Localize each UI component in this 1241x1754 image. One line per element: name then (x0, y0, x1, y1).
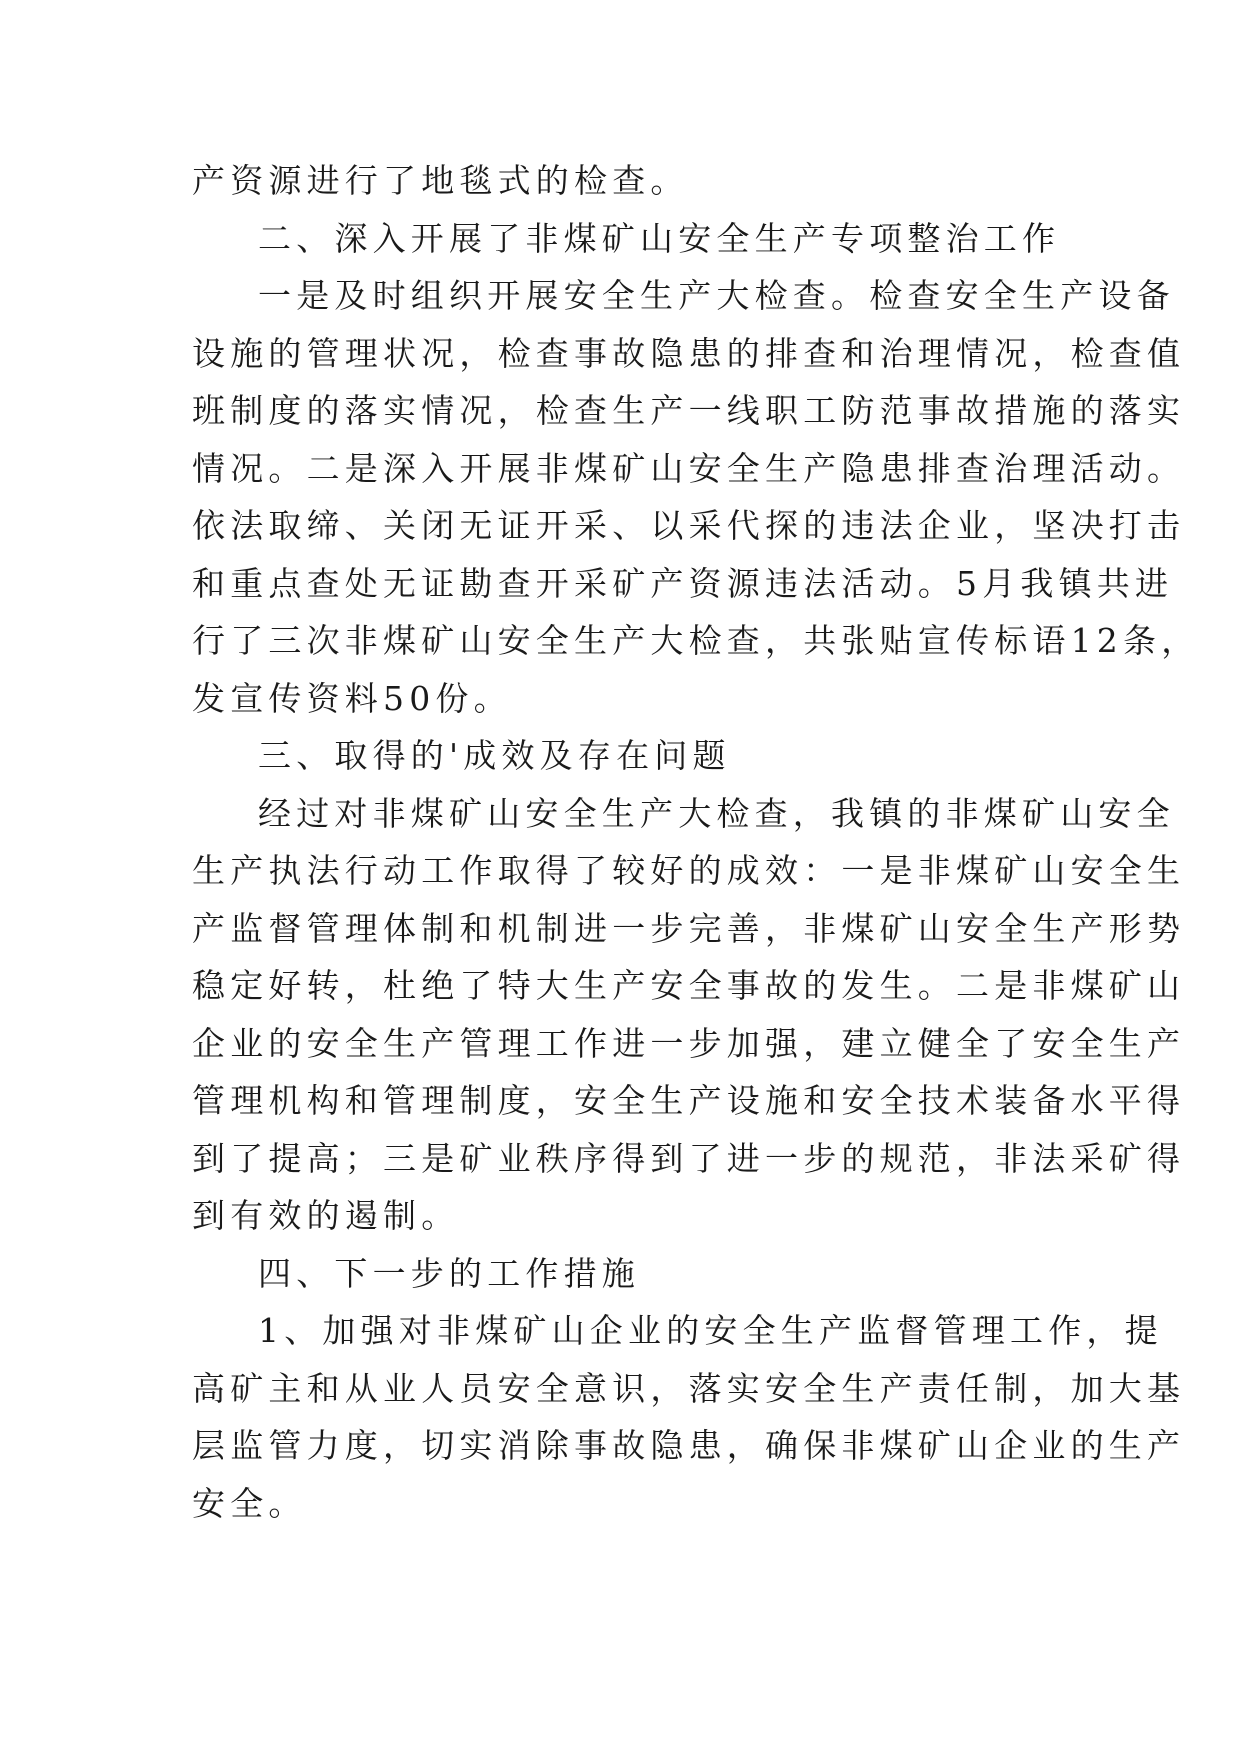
body-text-line: 企业的安全生产管理工作进一步加强，建立健全了安全生产 (192, 1023, 1186, 1063)
body-text-line: 稳定好转，杜绝了特大生产安全事故的发生。二是非煤矿山 (192, 966, 1186, 1005)
body-text-line: 发宣传资料50份。 (192, 678, 512, 718)
body-text-line: 管理机构和管理制度，安全生产设施和安全技术装备水平得 (192, 1081, 1186, 1120)
body-text-line: 高矿主和从业人员安全意识，落实安全生产责任制，加大基 (192, 1368, 1186, 1408)
section-heading-3: 三、取得的'成效及存在问题 (258, 736, 731, 775)
section-heading-4: 四、下一步的工作措施 (258, 1253, 640, 1293)
body-text-line: 到了提高；三是矿业秩序得到了进一步的规范，非法采矿得 (192, 1138, 1186, 1178)
body-text-line: 安全。 (192, 1483, 307, 1523)
body-text-line: 行了三次非煤矿山安全生产大检查，共张贴宣传标语12条， (192, 621, 1200, 660)
body-text-line: 依法取缔、关闭无证开采、以采代探的违法企业，坚决打击 (192, 506, 1186, 545)
body-text-line: 经过对非煤矿山安全生产大检查，我镇的非煤矿山安全 (258, 793, 1175, 833)
body-text-line: 班制度的落实情况，检查生产一线职工防范事故措施的落实 (192, 391, 1186, 430)
body-text-line: 情况。二是深入开展非煤矿山安全生产隐患排查治理活动。 (192, 448, 1186, 488)
body-text-line: 生产执法行动工作取得了较好的成效：一是非煤矿山安全生 (192, 851, 1186, 890)
body-text-line: 产资源进行了地毯式的检查。 (192, 161, 689, 200)
section-heading-2: 二、深入开展了非煤矿山安全生产专项整治工作 (258, 218, 1061, 258)
body-text-line: 设施的管理状况，检查事故隐患的排查和治理情况，检查值 (192, 333, 1186, 373)
document-body (192, 152, 1200, 1532)
body-text-line: 层监管力度，切实消除事故隐患，确保非煤矿山企业的生产 (192, 1426, 1186, 1465)
body-text-line: 1、加强对非煤矿山企业的安全生产监督管理工作，提 (258, 1311, 1163, 1350)
body-text-line: 一是及时组织开展安全生产大检查。检查安全生产设备 (258, 276, 1175, 315)
body-text-line: 到有效的遏制。 (192, 1196, 460, 1235)
body-text-line: 产监督管理体制和机制进一步完善，非煤矿山安全生产形势 (192, 908, 1186, 948)
body-text-line: 和重点查处无证勘查开采矿产资源违法活动。5月我镇共进 (192, 563, 1174, 603)
